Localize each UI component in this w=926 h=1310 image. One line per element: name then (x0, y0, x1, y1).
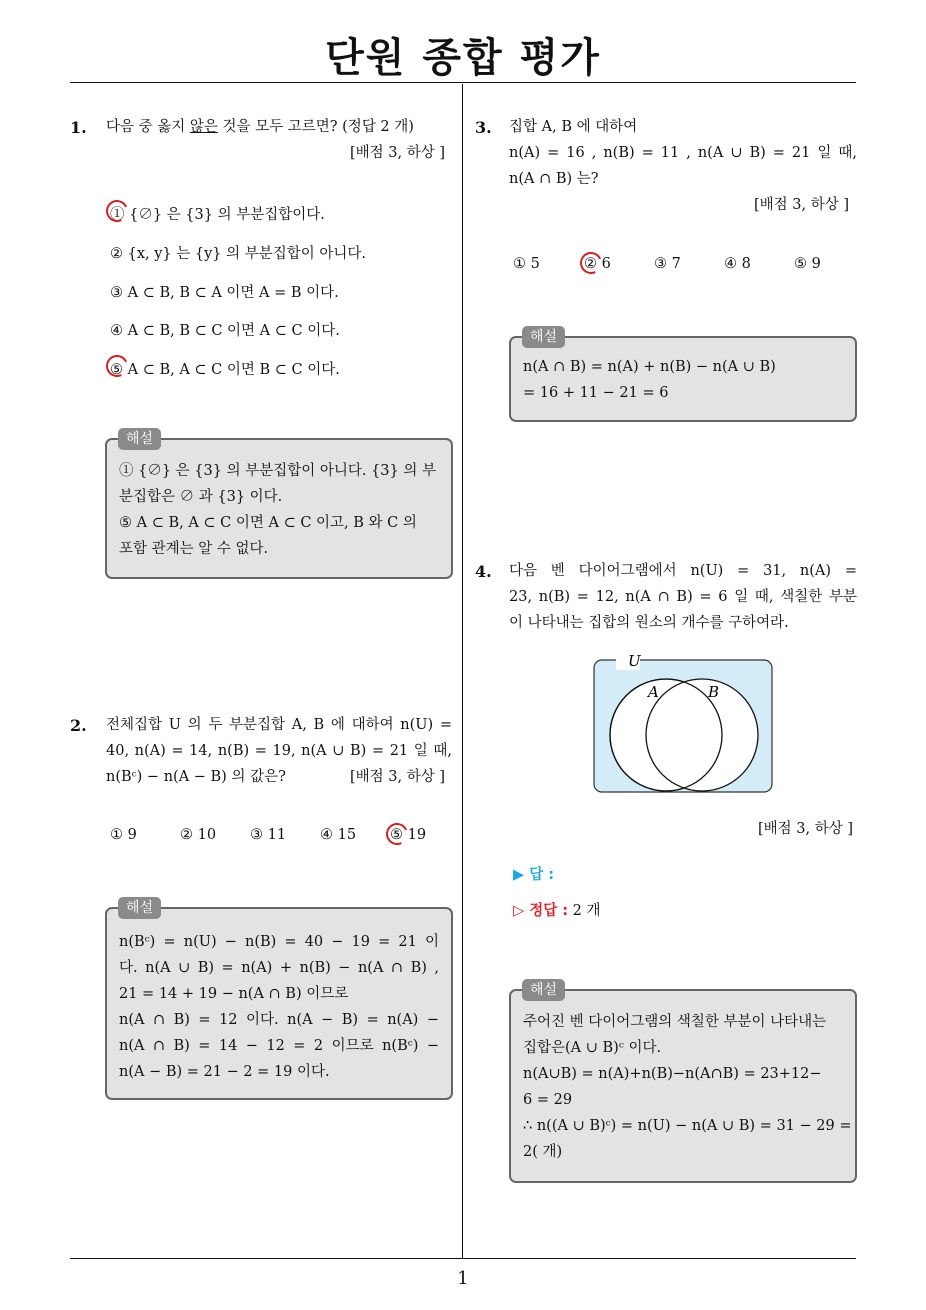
q4-correct-value: 2 개 (572, 903, 601, 919)
q1-solution-line: ① {∅} 은 {3} 의 부분집합이 아니다. {3} 의 부 (119, 463, 436, 479)
q2-solution-line: n(A − B) = 21 − 2 = 19 이다. (119, 1064, 330, 1080)
q1-score: [배점 3, 하상 ] (350, 145, 446, 161)
q3-option-4[interactable]: ④ 8 (724, 256, 751, 272)
q4-solution-line: ∴ n((A ∪ B)ᶜ) = n(U) − n(A ∪ B) = 31 − 29 = (523, 1118, 852, 1134)
q1-question: 다음 중 옳지 않은 것을 모두 고르면? (정답 2 개) (106, 119, 414, 135)
q2-solution-box (105, 907, 453, 1100)
q1-option-4[interactable]: ④ A ⊂ B, B ⊂ C 이면 A ⊂ C 이다. (110, 323, 340, 339)
q1-solution-box (105, 438, 453, 579)
q3-line-1: 집합 A, B 에 대하여 (509, 119, 638, 135)
top-rule (70, 82, 856, 83)
q3-solution-box (509, 336, 857, 422)
q3-line-2: n(A) = 16 , n(B) = 11 , n(A ∪ B) = 21 일 때, (509, 145, 857, 161)
q4-solution-line: n(A∪B) = n(A)+n(B)−n(A∩B) = 23+12− (523, 1066, 822, 1082)
q2-line-1: 전체집합 U 의 두 부분집합 A, B 에 대하여 n(U) = (106, 717, 452, 733)
q2-solution-line: n(Bᶜ) = n(U) − n(B) = 40 − 19 = 21 이 (119, 934, 439, 950)
q4-line-2: 23, n(B) = 12, n(A ∩ B) = 6 일 때, 색칠한 부분 (509, 589, 857, 605)
q1-solution-line: 분집합은 ∅ 과 {3} 이다. (119, 489, 283, 505)
q1-solution-label: 해설 (118, 428, 161, 450)
set-b-circle (646, 679, 758, 791)
q2-option-2[interactable]: ② 10 (180, 827, 217, 843)
venn-diagram (590, 648, 776, 796)
q2-solution-label: 해설 (118, 897, 161, 919)
q3-option-3[interactable]: ③ 7 (654, 256, 681, 272)
venn-label-a: A (648, 683, 659, 701)
q1-underline: 않은 (189, 119, 218, 135)
q4-solution-box (509, 989, 857, 1183)
q4-solution-label: 해설 (522, 979, 565, 1001)
venn-label-b: B (708, 683, 720, 701)
q3-option-1[interactable]: ① 5 (513, 256, 540, 272)
q3-option-2[interactable]: ② 6 (584, 256, 611, 272)
q2-option-1[interactable]: ① 9 (110, 827, 137, 843)
q4-solution-line: 집합은(A ∪ B)ᶜ 이다. (523, 1040, 662, 1056)
q2-solution-line: n(A ∩ B) = 14 − 12 = 2 이므로 n(Bᶜ) − (119, 1038, 439, 1054)
q2-score: [배점 3, 하상 ] (350, 769, 446, 785)
bottom-rule (70, 1258, 856, 1259)
q2-answer-mark (383, 820, 411, 848)
q2-number: 2. (70, 716, 87, 735)
q3-option-5[interactable]: ⑤ 9 (794, 256, 821, 272)
venn-label-u: U (628, 652, 641, 670)
q1-number: 1. (70, 118, 87, 137)
q2-option-5[interactable]: ⑤ 19 (390, 827, 427, 843)
q4-line-3: 이 나타내는 집합의 원소의 개수를 구하여라. (509, 615, 789, 631)
q1-option-5[interactable]: ⑤ A ⊂ B, A ⊂ C 이면 B ⊂ C 이다. (110, 362, 340, 378)
q3-answer-mark (577, 249, 605, 277)
q3-line-3: n(A ∩ B) 는? (509, 171, 599, 187)
q2-solution-line: 21 = 14 + 19 − n(A ∩ B) 이므로 (119, 986, 349, 1002)
q4-line-1: 다음 벤 다이어그램에서 n(U) = 31, n(A) = (509, 563, 857, 579)
q1-option-1[interactable]: ① {∅} 은 {3} 의 부분집합이다. (110, 207, 325, 223)
q4-number: 4. (475, 562, 492, 581)
q1-option-3[interactable]: ③ A ⊂ B, B ⊂ A 이면 A = B 이다. (110, 285, 339, 301)
q4-score: [배점 3, 하상 ] (758, 821, 854, 837)
q4-solution-line: 주어진 벤 다이어그램의 색칠한 부분이 나타내는 (523, 1014, 827, 1030)
q2-option-3[interactable]: ③ 11 (250, 827, 287, 843)
q3-solution-label: 해설 (522, 326, 565, 348)
q3-solution-line: n(A ∩ B) = n(A) + n(B) − n(A ∪ B) (523, 359, 776, 375)
column-divider (462, 84, 463, 1258)
q1-option-2[interactable]: ② {x, y} 는 {y} 의 부분집합이 아니다. (110, 246, 367, 262)
q4-correct-label: ▷ 정답 : (513, 903, 569, 919)
q4-correct-answer (513, 898, 601, 924)
q2-solution-line: 다. n(A ∪ B) = n(A) + n(B) − n(A ∩ B) , (119, 960, 439, 976)
page-number: 1 (457, 1268, 469, 1289)
q4-solution-line: 6 = 29 (523, 1092, 573, 1108)
q4-solution-line: 2( 개) (523, 1144, 563, 1160)
q2-line-3: n(Bᶜ) − n(A − B) 의 값은? (106, 769, 286, 785)
q2-line-2: 40, n(A) = 14, n(B) = 19, n(A ∪ B) = 21 일 때, (106, 743, 452, 759)
page-title: 단원 종합 평가 (325, 35, 601, 81)
q3-score: [배점 3, 하상 ] (754, 197, 850, 213)
q4-answer-label: ▶ 답 : (513, 867, 555, 883)
q2-solution-line: n(A ∩ B) = 12 이다. n(A − B) = n(A) − (119, 1012, 439, 1028)
q3-number: 3. (475, 118, 492, 137)
q1-solution-line: 포함 관계는 알 수 없다. (119, 541, 269, 557)
q1-solution-line: ⑤ A ⊂ B, A ⊂ C 이면 A ⊂ C 이고, B 와 C 의 (119, 515, 417, 531)
q2-option-4[interactable]: ④ 15 (320, 827, 357, 843)
q3-solution-line: = 16 + 11 − 21 = 6 (523, 385, 669, 401)
